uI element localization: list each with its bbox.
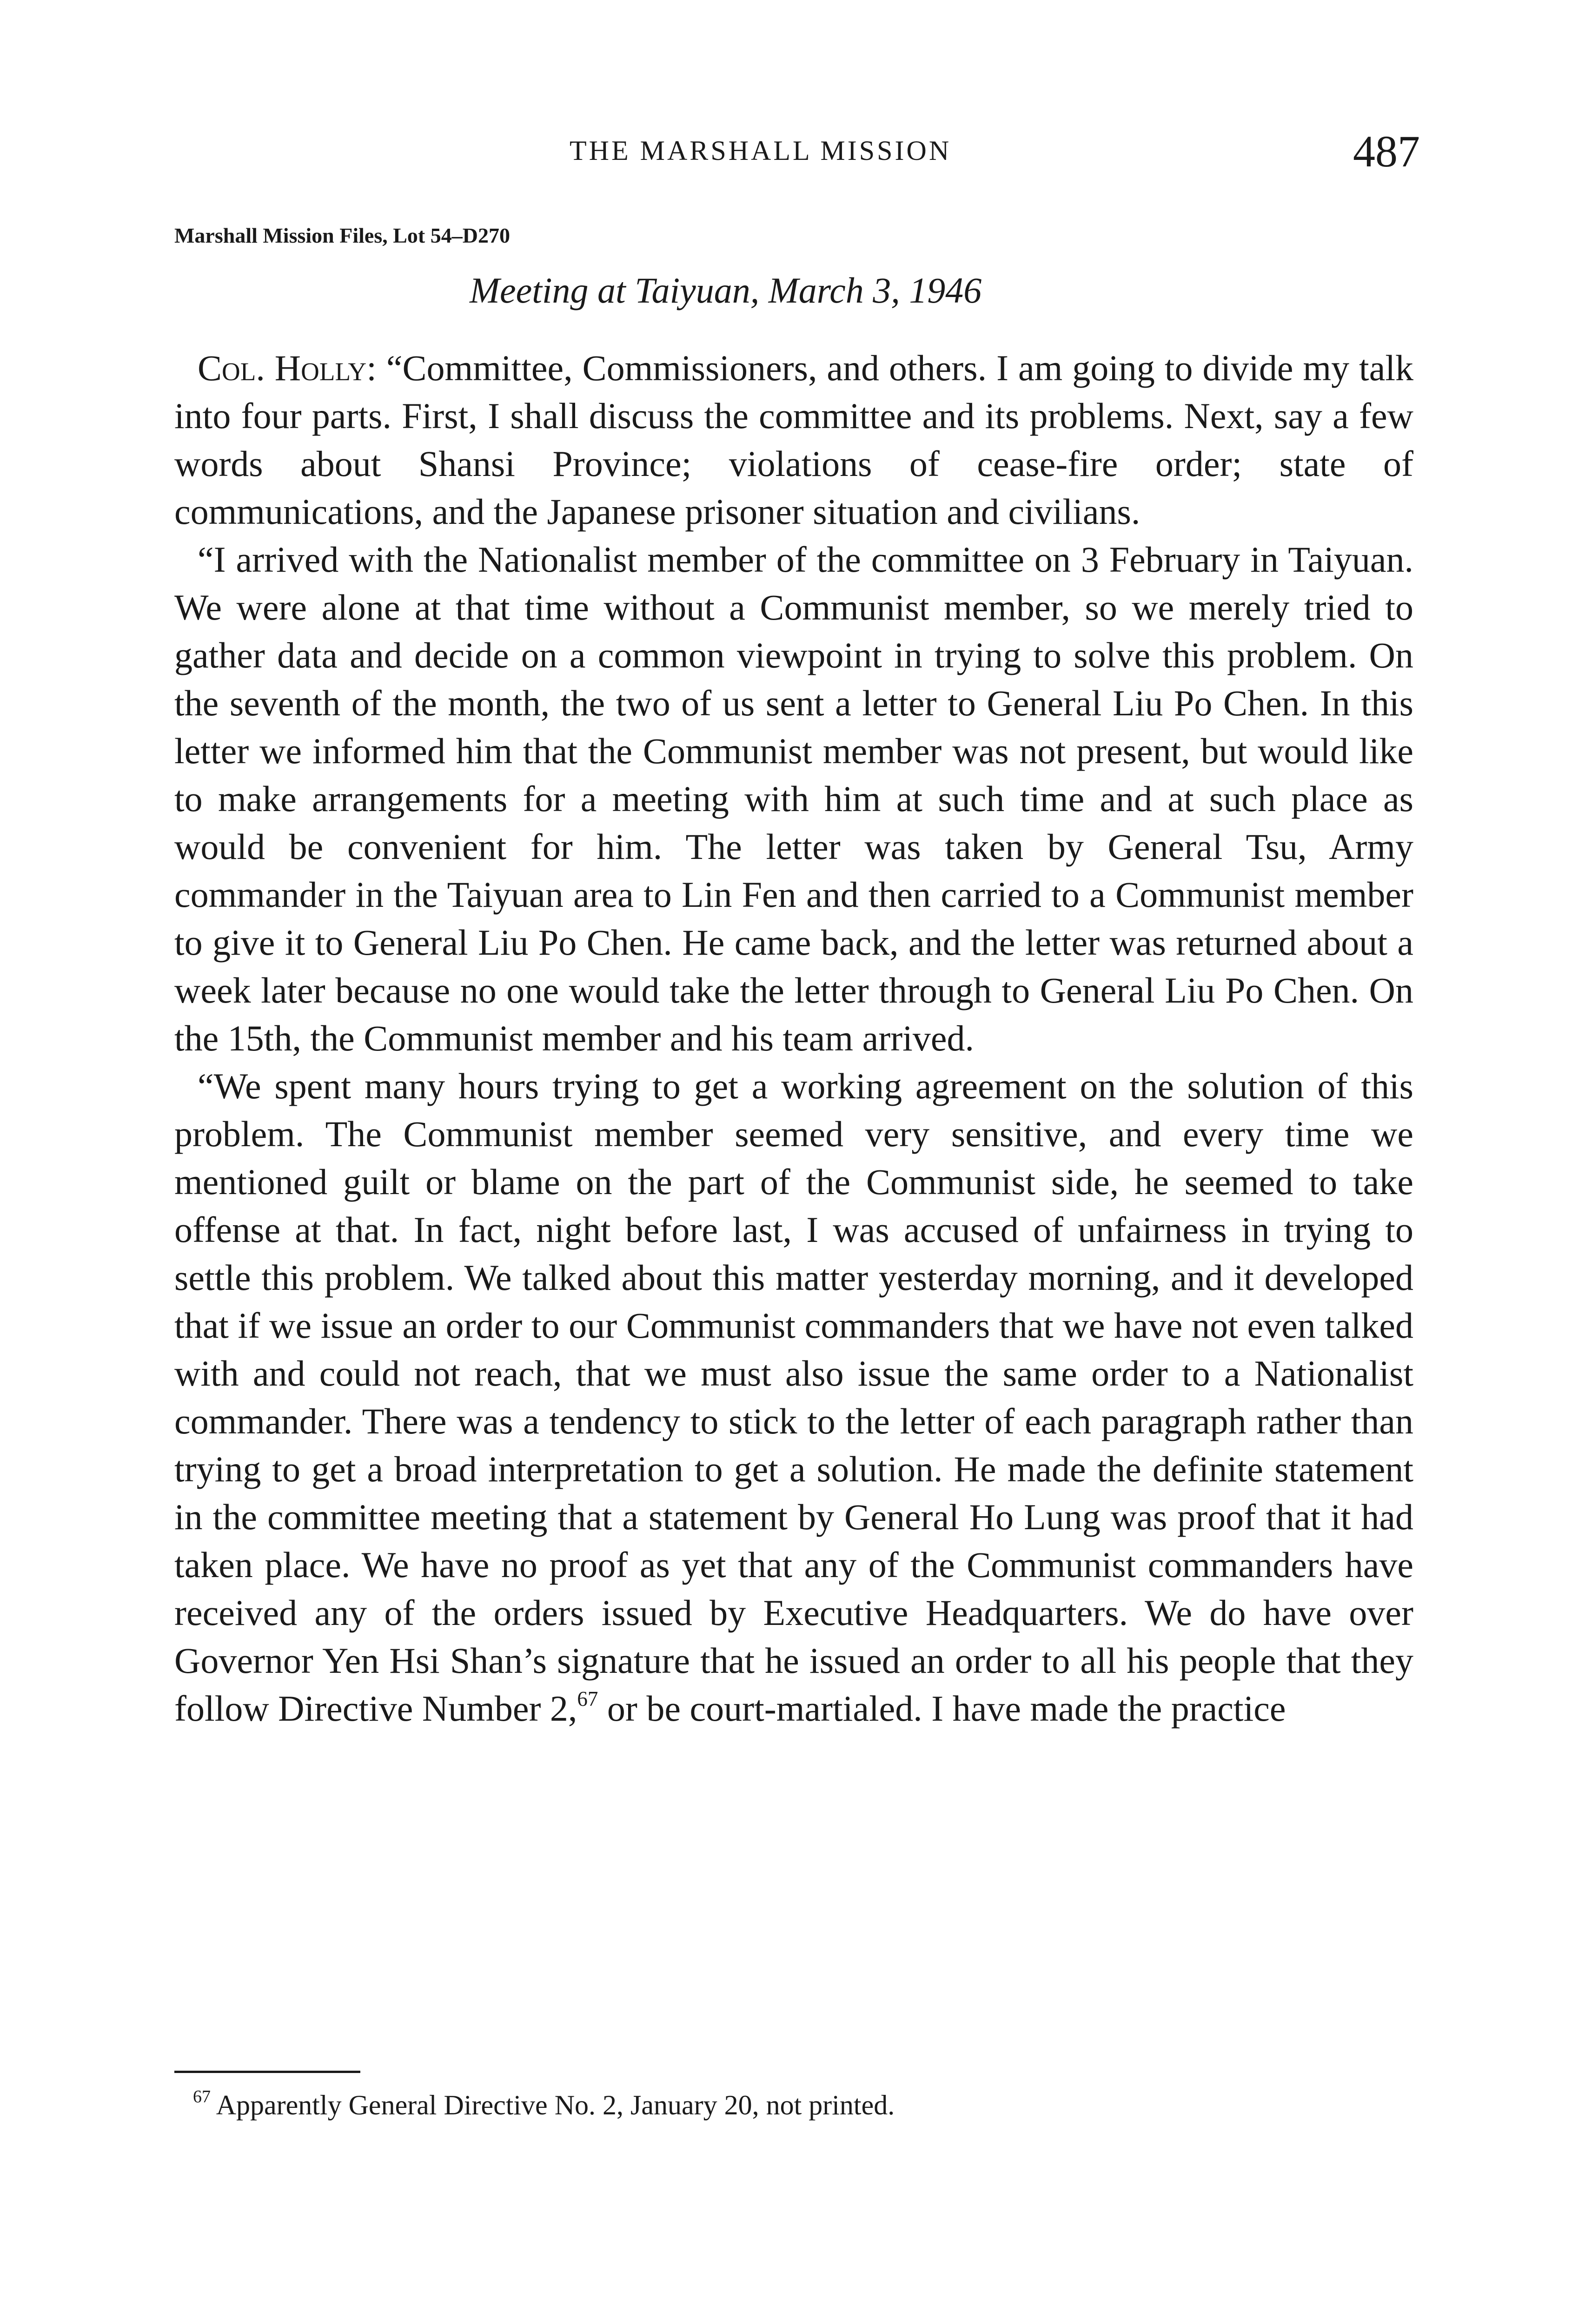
paragraph-3-text-end: or be court-martialed. I have made the practice: [598, 1688, 1286, 1729]
paragraph-3: [174, 1062, 1413, 1732]
document-heading: Meeting at Taiyuan, March 3, 1946: [470, 270, 982, 310]
footnote-divider: [174, 2071, 360, 2073]
source-line: Marshall Mission Files, Lot 54–D270: [174, 224, 510, 247]
running-title: THE MARSHALL MISSION: [570, 135, 952, 166]
paragraph-3-text-start: “We spent many hours trying to get a working agreement on the solution of this problem. The Communist member seemed very sensitive, and every time we mentioned guilt or blame on the part of the Communist side, he seemed to take offense at that. In fact, night before last, I was accused of unfairness in trying to settle this problem. We talked about this matter yesterday morning, and it developed that if we issue an order to our Communist commanders that we have not even talked with and could not reach, that we must also issue the same order to a Nationalist commander. There was a tendency to stick to the letter of each paragraph rather than trying to get a broad interpretation to get a solution. He made the definite statement in the committee meeting that a statement by General Ho Lung was proof that it had taken place. We have no proof as yet that any of the Communist commanders have received any of the orders issued by Executive Headquarters. We do have over Governor Yen Hsi Shan’s signature that he issued an order to all his people that they follow Directive Number 2,: [174, 1066, 1413, 1729]
body-text: [174, 344, 1413, 1732]
footnote: [193, 2089, 895, 2121]
footnote-marker: 67: [193, 2087, 211, 2106]
page-number: 487: [1353, 126, 1420, 176]
speaker-name: Col. Holly: [198, 348, 367, 388]
paragraph-2: “I arrived with the Nationalist member of the committee on 3 February in Taiyuan. We were alone at that time without a Communist member, so we merely tried to gather data and decide on a common viewpoint in trying to solve this problem. On the seventh of the month, the two of us sent a letter to General Liu Po Chen. In this letter we informed him that the Communist member was not present, but would like to make arrangements for a meeting with him at such time and at such place as would be convenient for him. The letter was taken by General Tsu, Army commander in the Taiyuan area to Lin Fen and then carried to a Communist member to give it to General Liu Po Chen. He came back, and the letter was returned about a week later because no one would take the letter through to General Liu Po Chen. On the 15th, the Communist member and his team arrived.: [174, 539, 1413, 1058]
paragraph-1-text: : “Committee, Commissioners, and others. I am going to divide my talk into four parts. First, I shall discuss the committee and its problems. Next, say a few words about Shansi Province; violations of cease-fire order; state of communications, and the Japanese prisoner situation and civilians.: [174, 348, 1413, 532]
footnote-reference[interactable]: 67: [577, 1687, 598, 1710]
footnote-text: Apparently General Directive No. 2, January 20, not printed.: [211, 2090, 895, 2120]
paragraph-1: [174, 344, 1413, 535]
